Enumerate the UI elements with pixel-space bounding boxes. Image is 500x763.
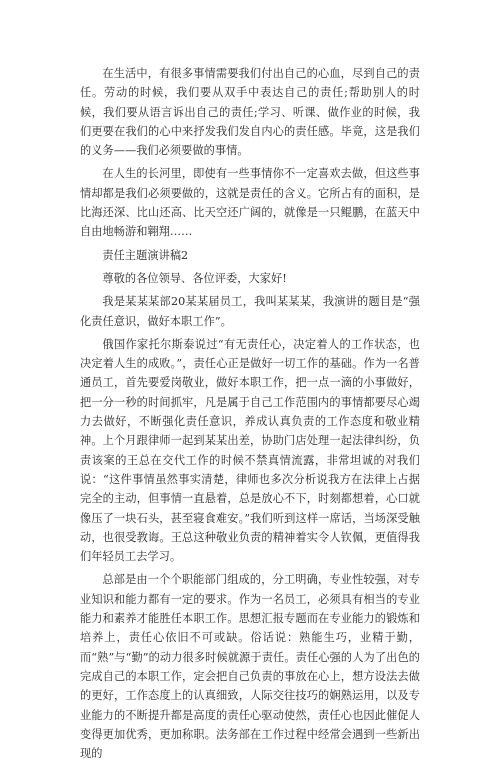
section-heading: 责任主题演讲稿2 bbox=[102, 248, 189, 262]
paragraph-tolstoy-quote: 俄国作家托尔斯泰说过“有无责任心，决定着人的工作状态，也决定着人生的成败。”，责任心正是做好一切工作的基础。作为一名普通员工，首先要爱岗敬业，做好本职工作，把一点一滴的小事做好，把一分一秒的时间抓牢，凡是属于自己工作范围内的事情都要尽心竭力去做好，不断强化责任意识，养成认真负责的工作态度和敬业精神。上个月跟律师一起到某某出差，协助门店处理一起法律纠纷，负责该案的王总在交代工作的时候不禁真情流露，非常坦诚的对我们说：“这件事情虽然事实清楚，律师也多次分析说我方在法律上占据完全的主动，但事情一直悬着，总是放心不下，时刻都想着，心口就像压了一块石头，甚至寝食难安。”我们听到这样一席话，当场深受触动，也很受教诲。王总这种敬业负责的精神着实令人钦佩，更值得我们年轻员工去学习。 bbox=[80, 337, 420, 564]
paragraph-professional-ability: 总部是由一个个职能部门组成的，分工明确，专业性较强，对专业知识和能力都有一定的要求。作为一名员工，必须具有相当的专业能力和素养才能胜任本职工作。思想汇报专题而在专业能力的锻炼和培养上，责任心依旧不可或缺。俗话说：熟能生巧，业精于勤，而“熟”与“勤”的动力很多时候就源于责任。责任心强的人为了出色的完成自己的本职工作，定会把自己负责的事放在心上，想方设法去做的更好，工作态度上的认真细致，人际交往技巧的娴熟运用，以及专业能力的不断提升都是高度的责任心驱动使然，责任心也因此催促人变得更加优秀，更加称职。法务部在工作过程中经常会遇到一些新出现的 bbox=[80, 573, 420, 761]
salutation: 尊敬的各位领导、各位评委，大家好! bbox=[102, 271, 287, 285]
paragraph-self-introduction: 我是某某某部20某某届员工，我叫某某某，我演讲的题目是“强化责任意识，做好本职工作”。 bbox=[80, 295, 420, 328]
paragraph-meaning-of-responsibility: 在人生的长河里，即使有一些事情你不一定喜欢去做，但这些事情却都是我们必须要做的，这就是责任的含义。它所占有的面积，是比海还深、比山还高、比天空还广阔的，就像是一只鲲鹏，在蓝天中自由地畅游和翱翔…… bbox=[80, 167, 420, 239]
document-body bbox=[80, 64, 420, 763]
paragraph-responsibility-in-life: 在生活中，有很多事情需要我们付出自己的心血，尽到自己的责任。劳动的时候，我们要从双手中表达自己的责任;帮助别人的时候，我们要从语言诉出自己的责任;学习、听课、做作业的时候，我们更要在我们的心中来抒发我们发自内心的责任感。毕竟，这是我们的义务——我们必须要做的事情。 bbox=[80, 67, 420, 158]
